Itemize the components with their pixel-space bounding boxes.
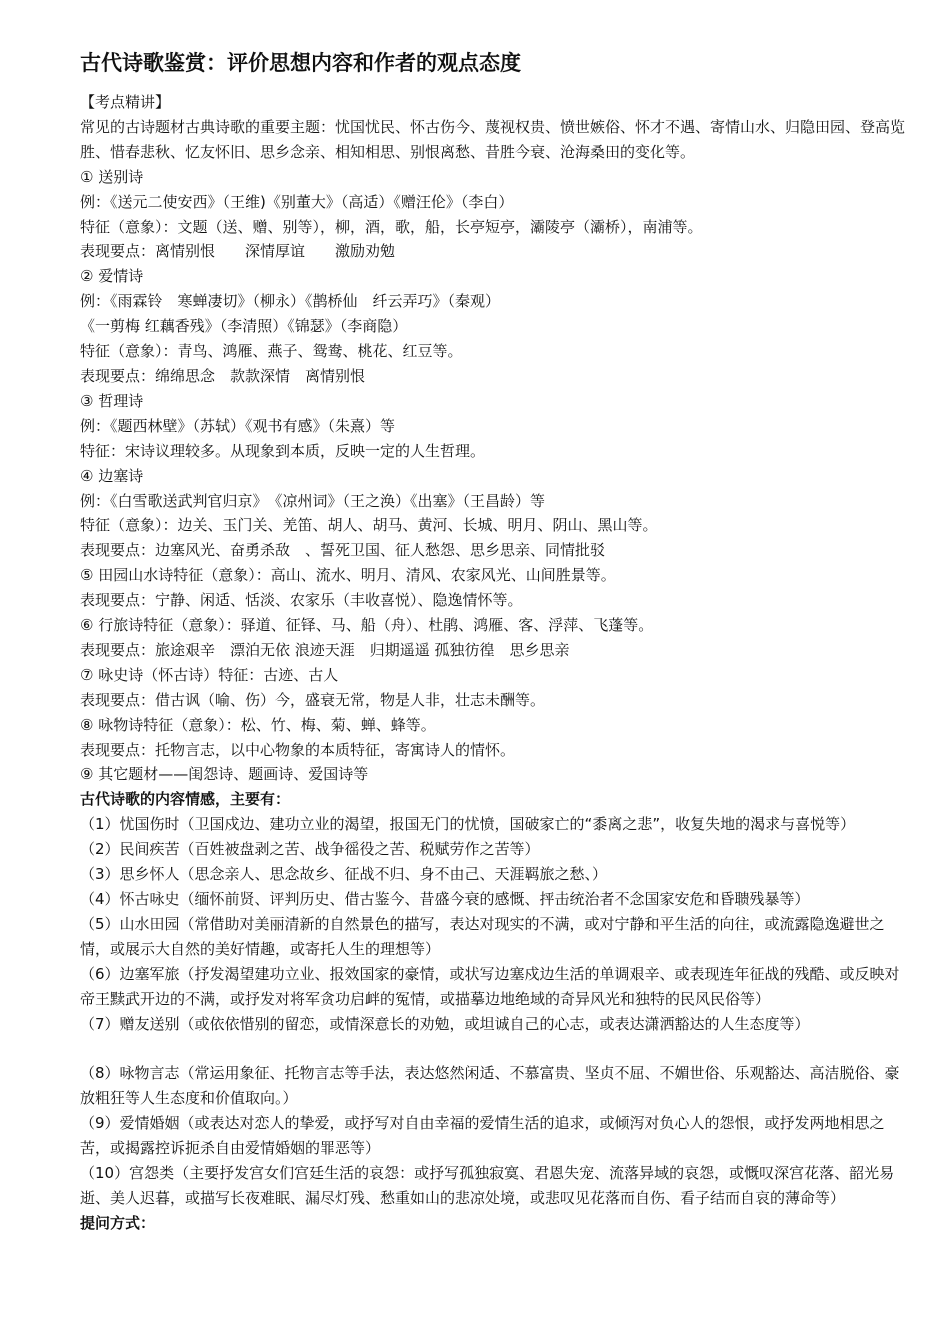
- emotion-item: （4）怀古咏史（缅怀前贤、评判历史、借古鉴今、昔盛今衰的感慨、抨击统治者不念国家安危和昏聩残暴等）: [80, 890, 810, 908]
- list-item: ① 送别诗: [80, 167, 144, 186]
- emotion-item: （9）爱情婚姻（或表达对恋人的挚爱，或抒写对自由幸福的爱情生活的追求，或倾泻对负心人的怨恨，或抒发两地相思之苦，或揭露控诉扼杀自由爱情婚姻的罪恶等）: [80, 1114, 885, 1158]
- intro-paragraph: 常见的古诗题材古典诗歌的重要主题：忧国忧民、怀古伤今、蔑视权贵、愤世嫉俗、怀才不遇、寄情山水、归隐田园、登高览胜、惜春悲秋、忆友怀旧、思乡念亲、相知相思、别恨离愁、昔胜今衰、沧海桑田的变化等。: [80, 117, 906, 161]
- list-item: 表现要点：离情别恨 深情厚谊 激励劝勉: [80, 242, 396, 261]
- blank-line: [80, 1036, 910, 1061]
- emotion-item: （3）思乡怀人（思念亲人、思念故乡、征战不归、身不由己、天涯羁旅之愁、）: [80, 865, 608, 884]
- list-item: 例：《送元二使安西》（王维)《别董大》（高适）《赠汪伦》（李白）: [80, 192, 514, 211]
- list-item: ⑦ 咏史诗（怀古诗）特征：古迹、古人: [80, 665, 339, 684]
- list-item: 《一剪梅 红藕香残》（李清照）《锦瑟》（李商隐）: [80, 317, 408, 336]
- list-item: 表现要点：边塞风光、奋勇杀敌 、誓死卫国、征人愁怨、思乡思亲、同情批驳: [80, 541, 606, 560]
- list-item: 表现要点：借古讽（喻、伤）今，盛衰无常，物是人非，壮志未酬等。: [80, 690, 546, 709]
- list-item: 例：《白雪歌送武判官归京》 《凉州词》（王之涣）《出塞》（王昌龄）等: [80, 491, 546, 510]
- list-item: ② 爱情诗: [80, 267, 144, 286]
- list-item: ⑨ 其它题材——闺怨诗、题画诗、爱国诗等: [80, 765, 369, 784]
- emotion-item: （6）边塞军旅（抒发渴望建功立业、报效国家的豪情，或状写边塞戍边生活的单调艰辛、或表现连年征战的残酷、或反映对帝王黩武开边的不满，或抒发对将军贪功启衅的冤情，或描摹边地绝域的奇异风光和独特的民风民俗等）: [80, 964, 900, 1008]
- emotion-item: （8）咏物言志（常运用象征、托物言志等手法，表达悠然闲适、不慕富贵、坚贞不屈、不媚世俗、乐观豁达、高洁脱俗、豪放粗狂等人生态度和价值取向。）: [80, 1064, 900, 1108]
- section-heading-content-emotion: 古代诗歌的内容情感，主要有：: [80, 790, 291, 809]
- emotion-item: （2）民间疾苦（百姓被盘剥之苦、战争徭役之苦、税赋劳作之苦等）: [80, 840, 540, 859]
- document-title: 古代诗歌鉴赏：评价思想内容和作者的观点态度: [80, 51, 521, 75]
- list-item: 特征：宋诗议理较多。从现象到本质，反映一定的人生哲理。: [80, 441, 486, 460]
- emotion-item: （10）宫怨类（主要抒发宫女们宫廷生活的哀怨：或抒写孤独寂寞、君恩失宠、流落异域的哀怨，或慨叹深宫花落、韶光易逝、美人迟暮，或描写长夜难眠、漏尽灯残、愁重如山的悲凉处境，或悲叹见花落而自伤、看子结而自哀的薄命等）: [80, 1163, 895, 1207]
- list-item: 表现要点：绵绵思念 款款深情 离情别恨: [80, 366, 366, 385]
- list-item: 特征（意象）：边关、玉门关、羌笛、胡人、胡马、黄河、长城、明月、阴山、黑山等。: [80, 516, 658, 535]
- list-item: 表现要点：托物言志，以中心物象的本质特征，寄寓诗人的情怀。: [80, 740, 516, 759]
- list-item: ⑥ 行旅诗特征（意象）：驿道、征铎、马、船（舟）、杜鹃、鸿雁、客、浮萍、飞蓬等。: [80, 616, 654, 635]
- list-item: 特征（意象）：文题（送、赠、别等），柳，酒，歌，船，长亭短亭，灞陵亭（灞桥），南浦等。: [80, 217, 703, 236]
- list-item: 表现要点：宁静、闲适、恬淡、农家乐（丰收喜悦）、隐逸情怀等。: [80, 591, 523, 610]
- list-item: 例：《题西林壁》（苏轼）《观书有感》（朱熹）等: [80, 416, 396, 435]
- list-item: ④ 边塞诗: [80, 466, 144, 485]
- list-item: 表现要点：旅途艰辛 漂泊无依 浪迹天涯 归期遥遥 孤独彷徨 思乡思亲: [80, 640, 570, 659]
- emotion-item: （5）山水田园（常借助对美丽清新的自然景色的描写，表达对现实的不满，或对宁静和平生活的向往，或流露隐逸避世之情，或展示大自然的美好情趣，或寄托人生的理想等）: [80, 914, 885, 958]
- section-heading-key-points: 【考点精讲】: [80, 93, 171, 111]
- emotion-item: （7）赠友送别（或依依惜别的留恋，或情深意长的劝勉，或坦诚自己的心志，或表达潇洒豁达的人生态度等）: [80, 1014, 810, 1033]
- list-item: 例：《雨霖铃 寒蝉凄切》（柳永）《鹊桥仙 纤云弄巧》（秦观）: [80, 292, 501, 311]
- list-item: ⑧ 咏物诗特征（意象）：松、竹、梅、菊、蝉、蜂等。: [80, 715, 436, 734]
- list-item: 特征（意象）：青鸟、鸿雁、燕子、鸳鸯、桃花、红豆等。: [80, 342, 463, 361]
- list-item: ③ 哲理诗: [80, 391, 144, 410]
- emotion-item: （1）忧国伤时（卫国戍边、建功立业的渴望，报国无门的忧愤，国破家亡的“黍离之悲”，收复失地的渴求与喜悦等）: [80, 815, 856, 834]
- section-heading-question-types: 提问方式：: [80, 1213, 156, 1232]
- list-item: ⑤ 田园山水诗特征（意象）：高山、流水、明月、清风、农家风光、山间胜景等。: [80, 566, 616, 585]
